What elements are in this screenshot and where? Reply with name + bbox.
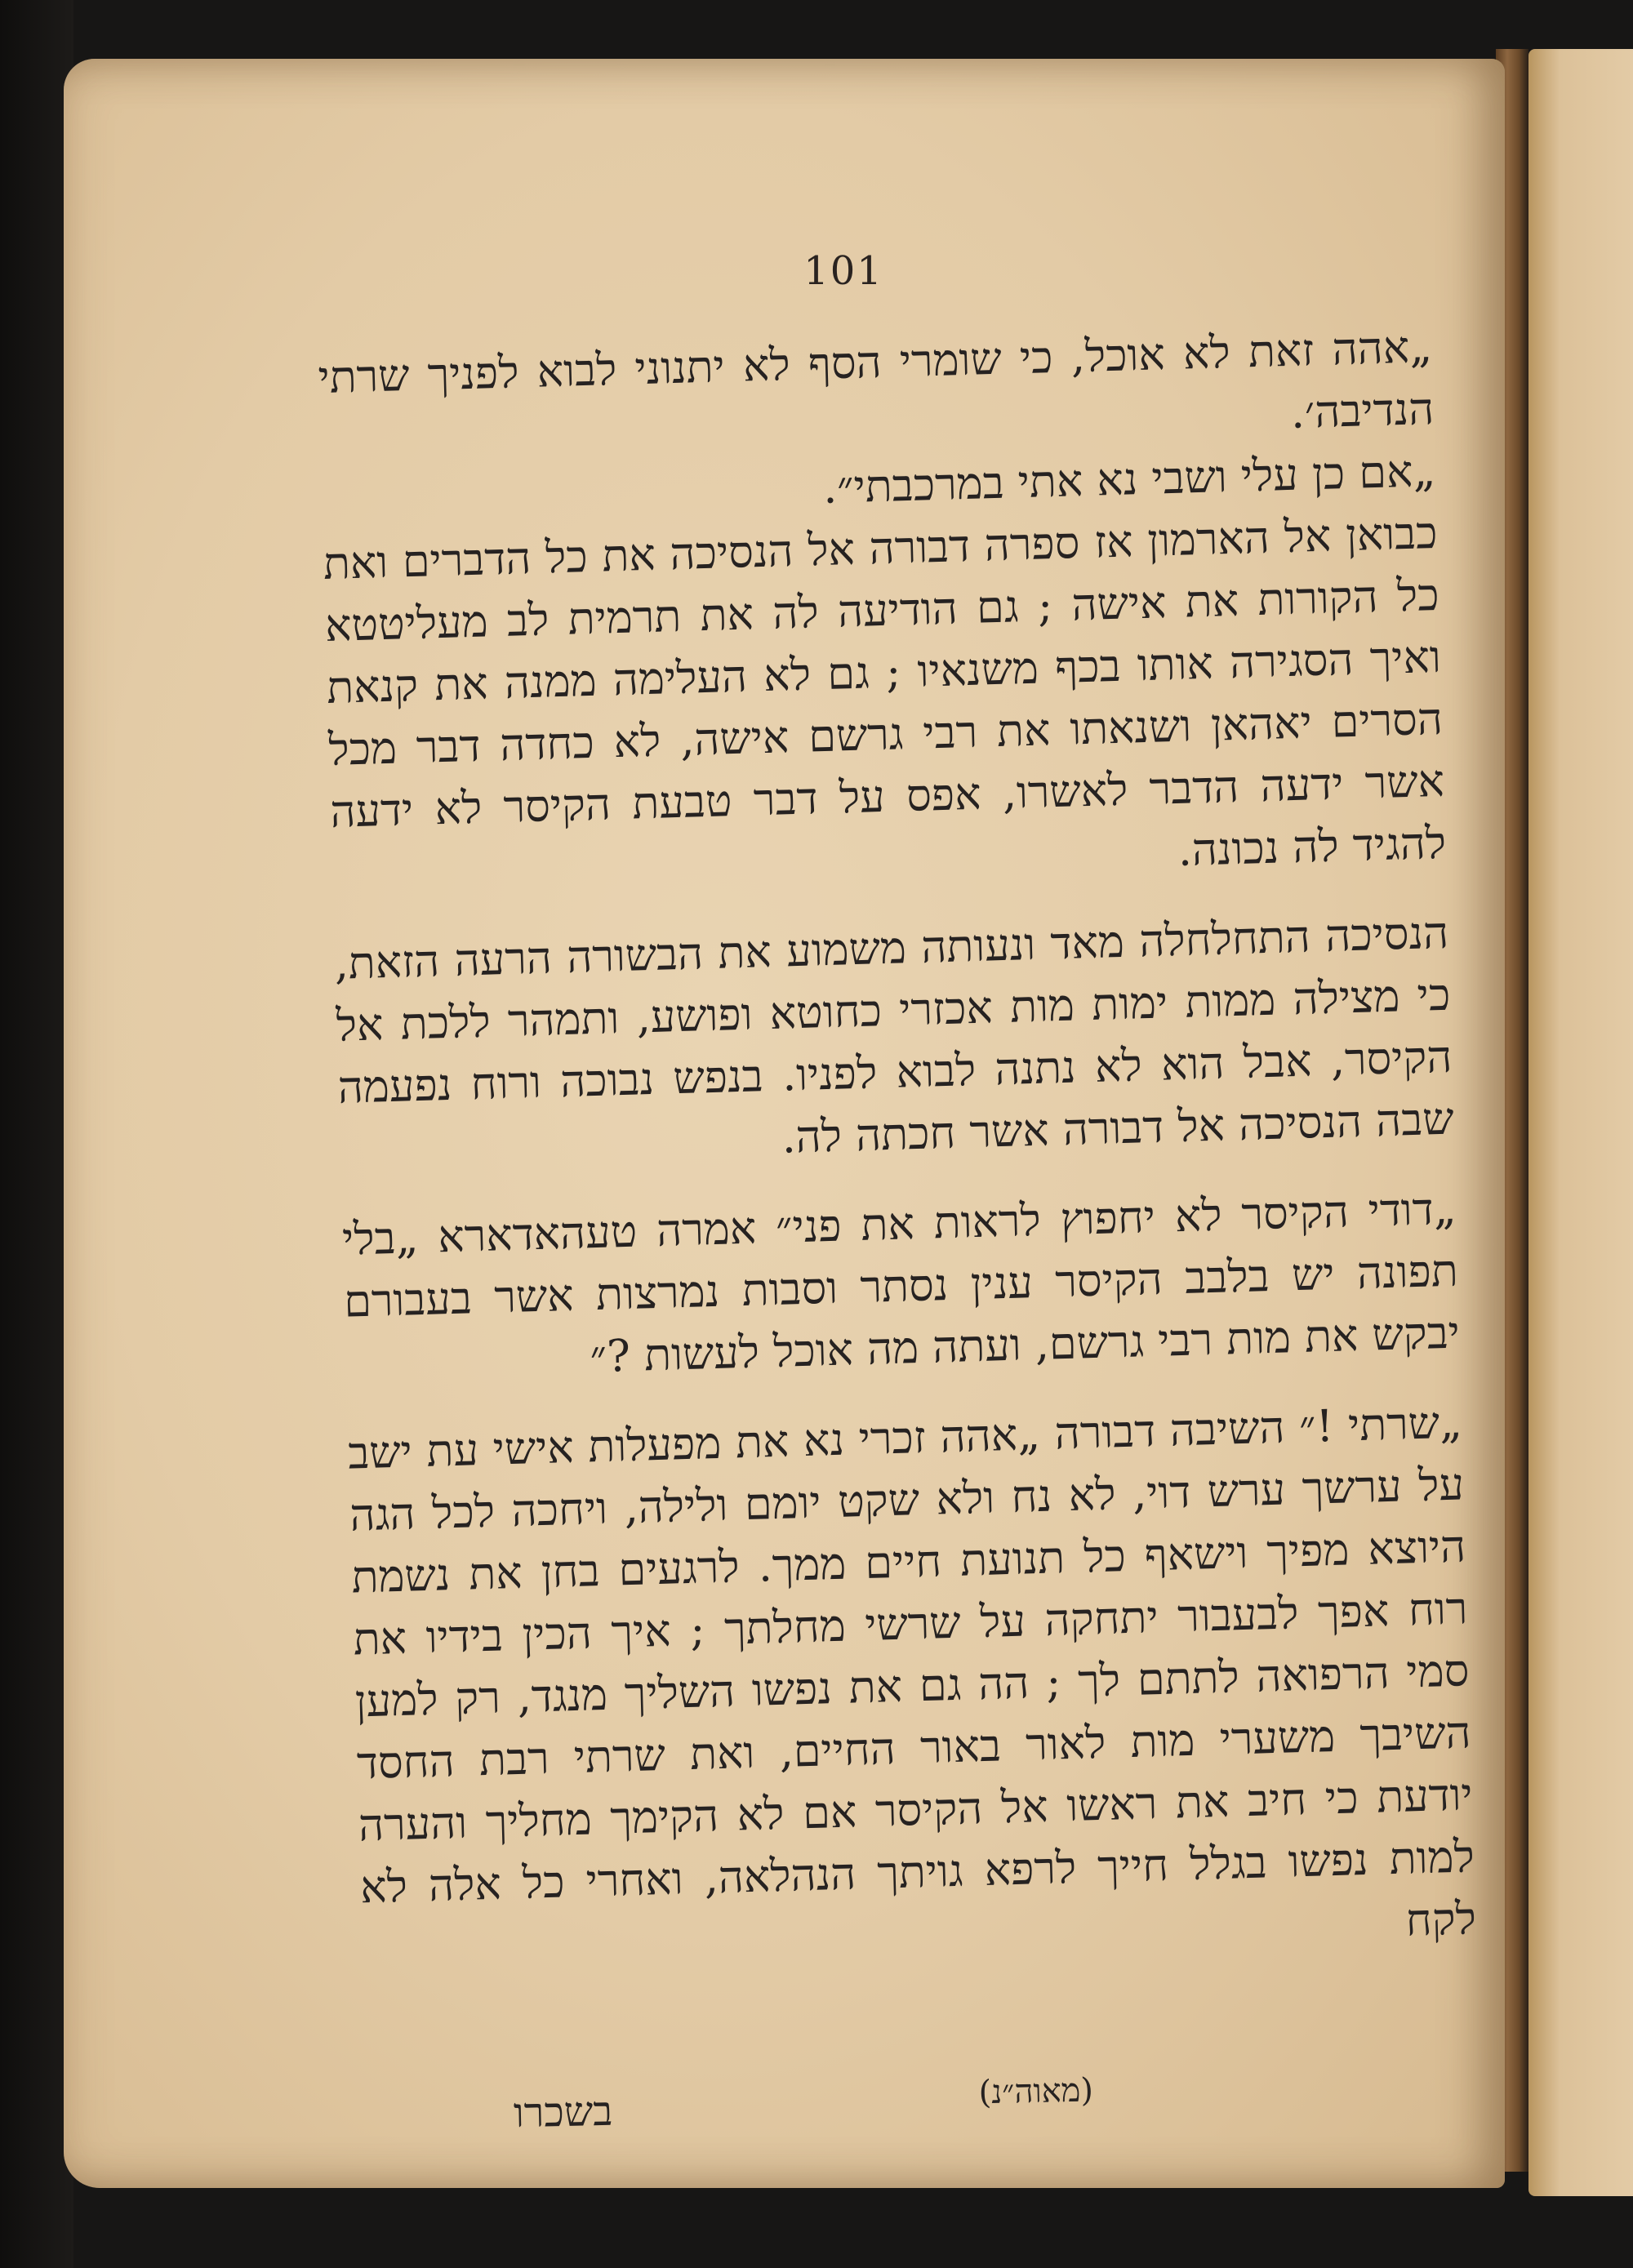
book-page <box>64 59 1505 2188</box>
signature-mark: (מאוה״נ) <box>978 2071 1094 2112</box>
paragraph-6: „שרתי !״ השיבה דבורה „אהה זכרי נא את מפעלות אישי עת ישב על ערשך ערש דוי, לא נח ולא שקט יומם ולילה, ויחכה לכל הגה היוצא מפיך וישאף כל תנועת חיים ממך. לרגעים בחן את נשמת רוח אפך לבעבור יתחקה על שרשי מחלתך ; איך הכין בידיו את סמי הרפואה לתתם לך ; הה גם את נפשו השליך מנגד, רק למען השיבך משערי מות לאור באור החיים, ואת שרתי רבת החסד יודעת כי חיב את ראשו אל הקיסר אם לא הקימך מחליך והערה למות נפשו בגלל חייך לרפא גויתך הנהלאה, ואחרי כל אלה לא לקח <box>347 1396 1477 1946</box>
catchword: בשכרו <box>513 2087 613 2137</box>
background-left <box>0 0 73 2268</box>
paragraph-5: „דודי הקיסר לא יחפוץ לראות את פני״ אמרה טעהאדארא „בלי תפונה יש בלבב הקיסר ענין נסתר וסבות נמרצות אשר בעבורם יבקש את מות רבי גרשם, ועתה מה אוכל לעשות ?״ <box>341 1182 1461 1383</box>
paragraph-4: הנסיכה התחלחלה מאד ונעותה משמוע את הבשורה הרעה הזאת, כי מצילה ממות ימות מות אכזרי כחוטא ופושע, ותמהר ללכת אל הקיסר, אבל הוא לא נתנה לבוא לפניו. בנפש נבוכה ורוח נפעמה שבה הנסיכה אל דבורה אשר חכתה לה. <box>333 906 1455 1163</box>
paragraph-1: „אהה זאת לא אוכל, כי שומרי הסף לא יתנוני לבוא לפניך שרתי הנדיבה׳. <box>317 320 1435 438</box>
page-footer <box>317 2063 1461 2152</box>
paragraph-2: „אם כן עלי ושבי נא אתי במרכבתי״. <box>822 444 1437 514</box>
paragraph-3: כבואן אל הארמון אז ספרה דבורה אל הנסיכה את כל הדברים ואת כל הקורות את אישה ; גם הודיעה לה את תרמית לב מעליטטא ואיך הסגירה אותו בכף משנאיו ; גם לא העלימה ממנה את קנאת הסרים יאהאן ושנאתו את רבי גרשם אישה, לא כחדה דבר מכל אשר ידעה הדבר לאשרו, אפס על דבר טבעת הקיסר לא ידעה להגיד לה נכונה. <box>323 506 1447 876</box>
page-number: 101 <box>803 248 883 294</box>
facing-page-edge <box>1528 49 1633 2196</box>
page-text <box>318 316 1477 1981</box>
